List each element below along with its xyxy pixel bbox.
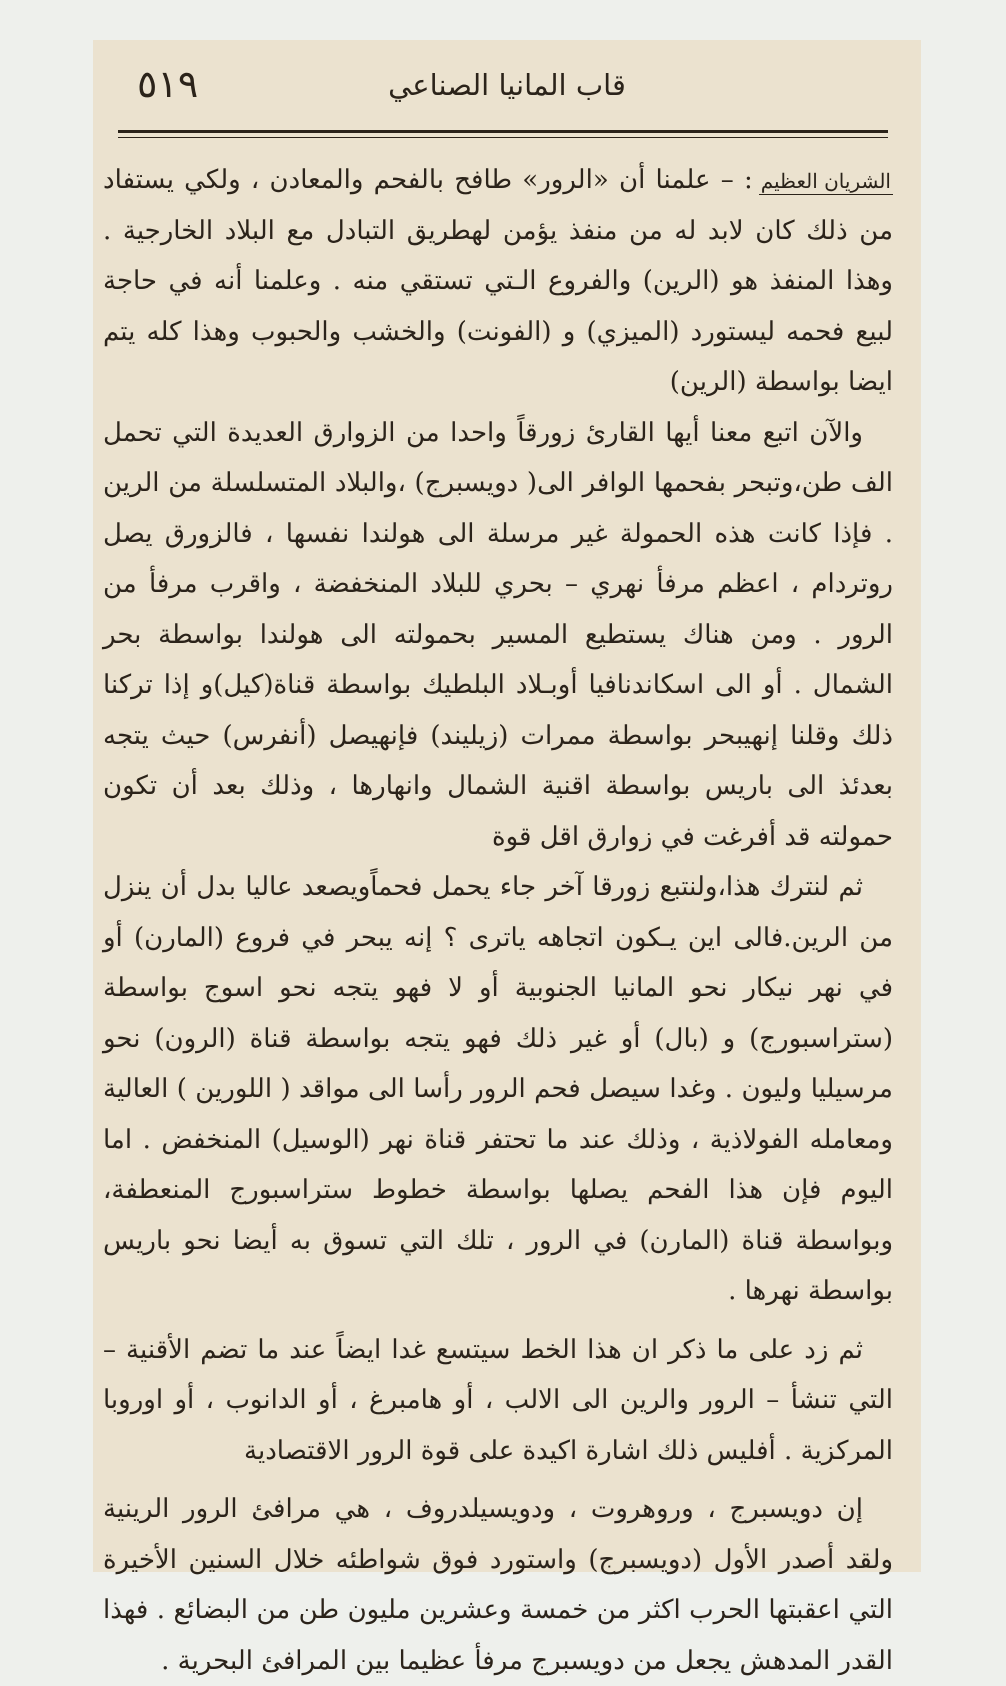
paragraph-1 [103, 155, 893, 408]
paragraph-4: ثم زد على ما ذكر ان هذا الخط سيتسع غدا ايضاً عند ما تضم الأقنية – التي تنشأ – الرور والرين الى الالب ، أو هامبرغ ، أو الدانوب ، أو اوروبا المركزية . أفليس ذلك اشارة اكيدة على قوة الرور الاقتصادية [103, 1334, 893, 1466]
paragraph-1-text: : – علمنا أن «الرور» طافح بالفحم والمعادن ، ولكي يستفاد من ذلك كان لابد له من منفذ يؤمن لهطريق التبادل مع البلاد الخارجية . وهذا المنفذ هو (الرين) والفروع الـتي تستقي منه . وعلمنا أنه في حاجة لبيع فحمه ليستورد (الميزي) و (الفونت) والخشب والحبوب وهذا كله يتم ايضا بواسطة (الرين) [103, 165, 893, 397]
header-rule-thin [118, 137, 888, 138]
side-heading: الشريان العظيم [760, 169, 891, 193]
paragraph-5: إن دويسبرج ، وروهروت ، ودويسيلدروف ، هي مرافئ الرور الرينية ولقد أصدر الأول (دويسبرج) واستورد فوق شواطئه خلال السنين الأخيرة التي اعقبتها الحرب اكثر من خمسة وعشرين مليون طن من البضائع . فهذا القدر المدهش يجعل من دويسبرج مرفأ عظيما بين المرافئ البحرية . [103, 1494, 893, 1676]
paragraph-2: والآن اتبع معنا أيها القارئ زورقاً واحدا من الزوارق العديدة التي تحمل الف طن،وتبحر بفحمها الوافر الى( دويسبرج) ،والبلاد المتسلسلة من الرين . فإذا كانت هذه الحمولة غير مرسلة الى هولندا نفسها ، فالزورق يصل روتردام ، اعظم مرفأ نهري – بحري للبلاد المنخفضة ، واقرب مرفأ من الرور . ومن هناك يستطيع المسير بحمولته الى هولندا بواسطة بحر الشمال . أو الى اسكاندنافيا أوبـلاد البلطيك بواسطة قناة(كيل)و إذا تركنا ذلك وقلنا إنهيبحر بواسطة ممرات (زيليند) فإنهيصل (أنفرس) حيث يتجه بعدئذ الى باريس بواسطة اقنية الشمال وانهارها ، وذلك بعد أن تكون حمولته قد أفرغت في زوارق اقل قوة [103, 417, 893, 852]
page-number: ٥١٩ [137, 62, 199, 106]
header-rule [118, 130, 888, 133]
running-title: قاب المانيا الصناعي [388, 68, 626, 102]
book-page [93, 40, 921, 1676]
page-header [93, 40, 921, 135]
body-text [103, 155, 893, 1686]
paragraph-3: ثم لنترك هذا،ولنتبع زورقا آخر جاء يحمل فحماًويصعد عاليا بدل أن ينزل من الرين.فالى اين يـكون اتجاهه ياترى ؟ إنه يبحر في فروع (المارن) أو في نهر نيكار نحو المانيا الجنوبية أو لا فهو يتجه نحو اسوج بواسطة (ستراسبورج) و (بال) أو غير ذلك فهو يتجه بواسطة قناة (الرون) نحو مرسيليا وليون . وغدا سيصل فحم الرور رأسا الى مواقد ( اللورين ) العالية ومعامله الفولاذية ، وذلك عند ما تحتفر قناة نهر (الوسيل) المنخفض . اما اليوم فإن هذا الفحم يصلها بواسطة خطوط ستراسبورج المنعطفة، وبواسطة قناة (المارن) في الرور ، تلك التي تسوق به أيضا نحو باريس بواسطة نهرها . [103, 872, 893, 1306]
